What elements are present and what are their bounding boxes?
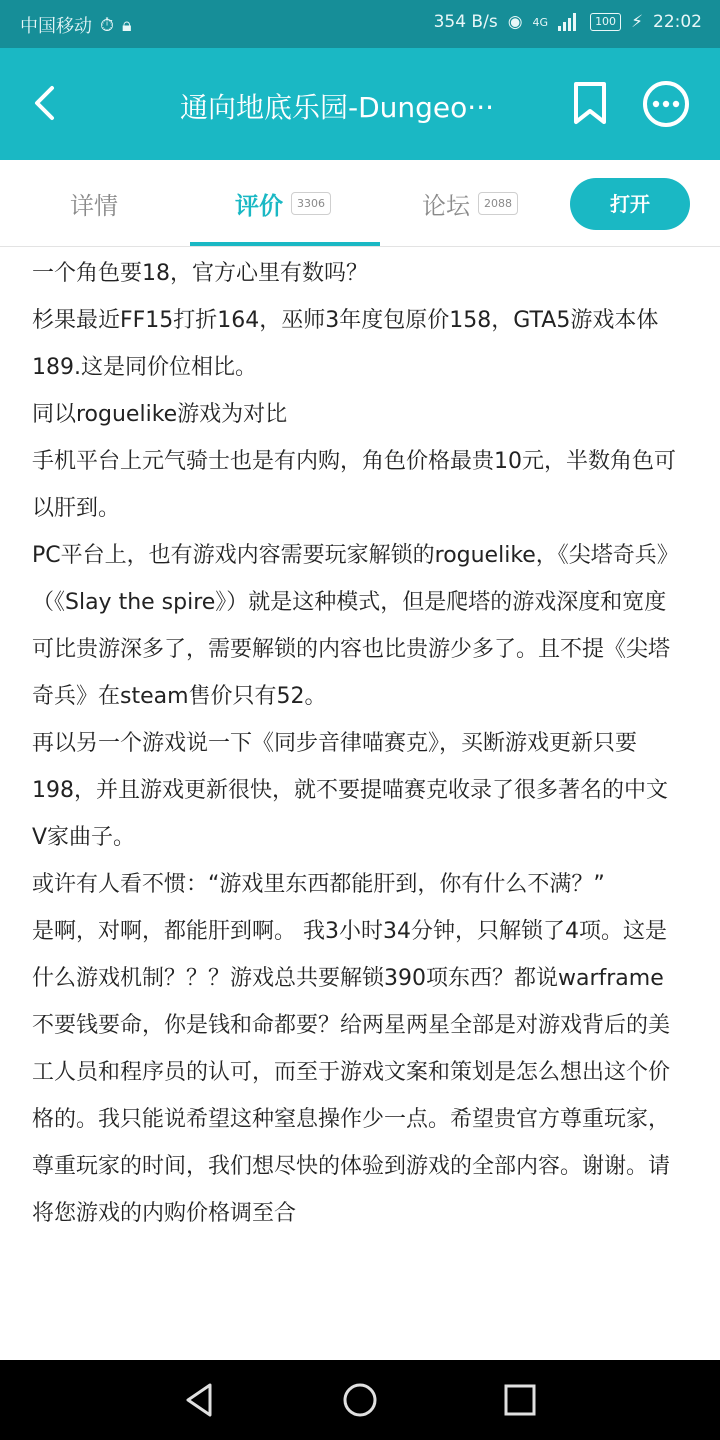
tab-reviews-label: 评价 xyxy=(235,192,283,220)
back-arrow-icon[interactable] xyxy=(22,78,72,128)
review-paragraph: 杉果最近FF15打折164，巫师3年度包原价158，GTA5游戏本体189.这是同价位相比。 xyxy=(32,308,659,380)
app-bar xyxy=(0,48,720,160)
carrier-label: 中国移动 xyxy=(20,16,92,37)
more-options-icon[interactable] xyxy=(640,78,692,130)
active-tab-indicator xyxy=(190,242,380,246)
signal-icon xyxy=(558,13,580,31)
clock: 22:02 xyxy=(653,12,702,32)
open-button[interactable]: 打开 xyxy=(570,178,690,230)
review-paragraph: 手机平台上元气骑士也是有内购，角色价格最贵10元，半数角色可以肝到。 xyxy=(32,449,676,521)
tab-forum[interactable] xyxy=(422,186,518,221)
hotspot-icon: ◉ xyxy=(507,12,523,32)
review-content[interactable] xyxy=(32,250,682,1360)
tab-reviews[interactable] xyxy=(235,186,331,221)
tab-details-label: 详情 xyxy=(70,192,118,220)
review-count-badge: 3306 xyxy=(291,192,331,215)
tab-forum-label: 论坛 xyxy=(422,192,470,220)
forum-count-badge: 2088 xyxy=(478,192,518,215)
review-paragraph: 再以另一个游戏说一下《同步音律喵赛克》，买断游戏更新只要198，并且游戏更新很快，就不要提喵赛克收录了很多著名的中文V家曲子。 xyxy=(32,731,668,850)
nav-home-icon[interactable] xyxy=(340,1380,380,1420)
review-paragraph: 或许有人看不惯：“游戏里东西都能肝到，你有什么不满？” xyxy=(32,872,605,897)
review-paragraph: 是啊，对啊，都能肝到啊。 我3小时34分钟，只解锁了4项。这是什么游戏机制？？？游戏总共要解锁390项东西？都说warframe不要钱要命，你是钱和命都要？给两星两星全部是对游戏背后的美工人员和程序员的认可，而至于游戏文案和策划是怎么想出这个价格的。我只能说希望这种窒息操作少一点。希望贵官方尊重玩家，尊重玩家的时间，我们想尽快的体验到游戏的全部内容。谢谢。请将您游戏的内购价格调至合 xyxy=(32,919,671,1226)
review-paragraph: 一个角色要18，官方心里有数吗？ xyxy=(32,261,368,286)
tab-bar xyxy=(0,160,720,247)
nav-recents-icon[interactable] xyxy=(500,1380,540,1420)
vpn-icon: 🔒︎ xyxy=(122,14,132,36)
network-type: 4G xyxy=(532,15,549,29)
battery-icon: 100 xyxy=(590,13,621,31)
review-paragraph: 同以roguelike游戏为对比 xyxy=(32,402,288,427)
alarm-icon: ⏱ xyxy=(100,14,115,36)
status-bar xyxy=(0,0,720,48)
tab-details[interactable] xyxy=(70,186,118,221)
network-speed: 354 B/s xyxy=(433,12,498,32)
review-paragraph: PC平台上，也有游戏内容需要玩家解锁的roguelike，《尖塔奇兵》（《Slay the spire》）就是这种模式，但是爬塔的游戏深度和宽度可比贵游深多了，需要解锁的内容也比贵游少多了。且不提《尖塔奇兵》在steam售价只有52。 xyxy=(32,543,679,709)
page-title: 通向地底乐园-Dungeo··· xyxy=(180,91,494,124)
system-nav-bar xyxy=(0,1360,720,1440)
charging-icon: ⚡ xyxy=(631,12,643,32)
nav-back-icon[interactable] xyxy=(180,1380,220,1420)
bookmark-icon[interactable] xyxy=(566,78,614,128)
